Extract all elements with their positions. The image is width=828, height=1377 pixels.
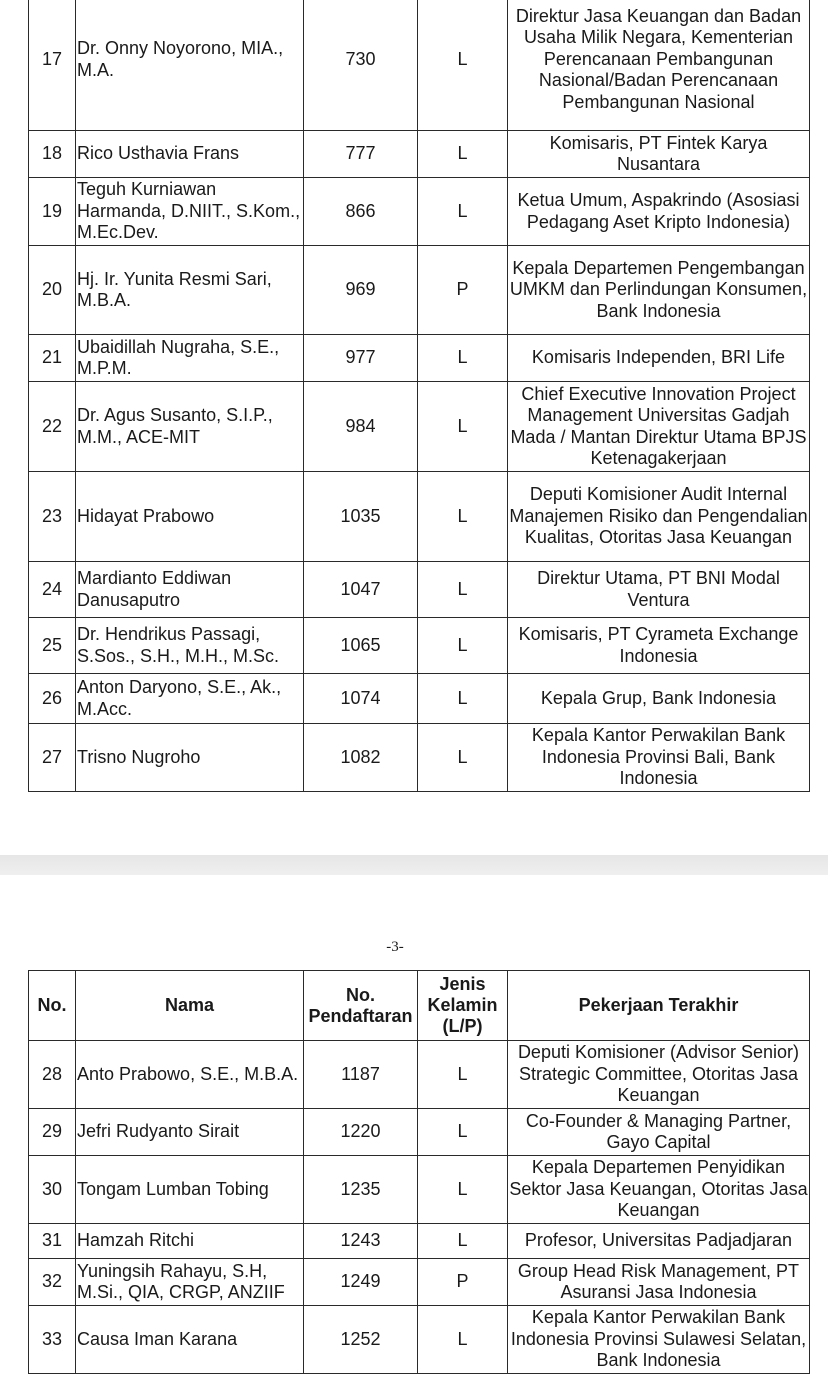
last-occupation: Direktur Utama, PT BNI Modal Ventura [508, 562, 810, 618]
gender: L [418, 618, 508, 674]
candidate-name: Dr. Hendrikus Passagi, S.Sos., S.H., M.H., M.Sc. [76, 618, 304, 674]
candidate-name: Ubaidillah Nugraha, S.E., M.P.M. [76, 335, 304, 382]
row-number: 21 [29, 335, 76, 382]
table-row [29, 1224, 810, 1259]
gender: L [418, 1109, 508, 1156]
registration-number: 777 [304, 131, 418, 178]
registration-number: 1249 [304, 1259, 418, 1306]
last-occupation: Komisaris, PT Fintek Karya Nusantara [508, 131, 810, 178]
last-occupation: Kepala Departemen Penyidikan Sektor Jasa Keuangan, Otoritas Jasa Keuangan [508, 1156, 810, 1224]
header-no: No. [29, 971, 76, 1041]
candidate-name: Yuningsih Rahayu, S.H, M.Si., QIA, CRGP, ANZIIF [76, 1259, 304, 1306]
last-occupation: Co-Founder & Managing Partner, Gayo Capital [508, 1109, 810, 1156]
table-row [29, 246, 810, 335]
last-occupation: Profesor, Universitas Padjadjaran [508, 1224, 810, 1259]
last-occupation: Komisaris, PT Cyrameta Exchange Indonesia [508, 618, 810, 674]
gender: L [418, 724, 508, 792]
last-occupation: Ketua Umum, Aspakrindo (Asosiasi Pedagang Aset Kripto Indonesia) [508, 178, 810, 246]
last-occupation: Kepala Grup, Bank Indonesia [508, 674, 810, 724]
header-registration: No. Pendaftaran [304, 971, 418, 1041]
candidate-name: Trisno Nugroho [76, 724, 304, 792]
row-number: 29 [29, 1109, 76, 1156]
row-number: 23 [29, 472, 76, 562]
last-occupation: Chief Executive Innovation Project Management Universitas Gadjah Mada / Mantan Direktur Utama BPJS Ketenagakerjaan [508, 382, 810, 472]
page-separator [0, 855, 828, 875]
gender: L [418, 382, 508, 472]
table-row [29, 1109, 810, 1156]
candidate-name: Tongam Lumban Tobing [76, 1156, 304, 1224]
registration-number: 866 [304, 178, 418, 246]
row-number: 22 [29, 382, 76, 472]
row-number: 30 [29, 1156, 76, 1224]
header-name: Nama [76, 971, 304, 1041]
last-occupation: Deputi Komisioner Audit Internal Manajemen Risiko dan Pengendalian Kualitas, Otoritas Jasa Keuangan [508, 472, 810, 562]
candidate-name: Jefri Rudyanto Sirait [76, 1109, 304, 1156]
candidate-name: Hj. Ir. Yunita Resmi Sari, M.B.A. [76, 246, 304, 335]
registration-number: 969 [304, 246, 418, 335]
registration-number: 1187 [304, 1041, 418, 1109]
table-header-row [29, 971, 810, 1041]
gender: L [418, 131, 508, 178]
candidate-name: Teguh Kurniawan Harmanda, D.NIIT., S.Kom., M.Ec.Dev. [76, 178, 304, 246]
gender: L [418, 0, 508, 131]
gender: L [418, 335, 508, 382]
table-row [29, 674, 810, 724]
gender: P [418, 1259, 508, 1306]
row-number: 27 [29, 724, 76, 792]
registration-number: 1082 [304, 724, 418, 792]
last-occupation: Kepala Departemen Pengembangan UMKM dan Perlindungan Konsumen, Bank Indonesia [508, 246, 810, 335]
registration-number: 977 [304, 335, 418, 382]
table-row [29, 131, 810, 178]
registration-number: 1035 [304, 472, 418, 562]
gender: L [418, 674, 508, 724]
candidate-name: Mardianto Eddiwan Danusaputro [76, 562, 304, 618]
registration-number: 1252 [304, 1306, 418, 1374]
candidate-table-page-1 [28, 0, 810, 792]
row-number: 26 [29, 674, 76, 724]
registration-number: 1047 [304, 562, 418, 618]
gender: L [418, 472, 508, 562]
registration-number: 730 [304, 0, 418, 131]
candidate-name: Rico Usthavia Frans [76, 131, 304, 178]
table-row [29, 1041, 810, 1109]
gender: L [418, 1306, 508, 1374]
table-row [29, 618, 810, 674]
last-occupation: Deputi Komisioner (Advisor Senior) Strategic Committee, Otoritas Jasa Keuangan [508, 1041, 810, 1109]
candidate-name: Anton Daryono, S.E., Ak., M.Acc. [76, 674, 304, 724]
table-row [29, 178, 810, 246]
candidate-table-page-2 [28, 970, 810, 1374]
gender: L [418, 1156, 508, 1224]
row-number: 24 [29, 562, 76, 618]
gender: L [418, 562, 508, 618]
candidate-name: Dr. Agus Susanto, S.I.P., M.M., ACE-MIT [76, 382, 304, 472]
registration-number: 1220 [304, 1109, 418, 1156]
registration-number: 1243 [304, 1224, 418, 1259]
row-number: 18 [29, 131, 76, 178]
table-row [29, 724, 810, 792]
row-number: 32 [29, 1259, 76, 1306]
candidate-name: Causa Iman Karana [76, 1306, 304, 1374]
row-number: 19 [29, 178, 76, 246]
row-number: 33 [29, 1306, 76, 1374]
last-occupation: Direktur Jasa Keuangan dan Badan Usaha Milik Negara, Kementerian Perencanaan Pembangunan Nasional/Badan Perencanaan Pembangunan Nasional [508, 0, 810, 131]
table-row [29, 562, 810, 618]
gender: L [418, 178, 508, 246]
table-row [29, 1156, 810, 1224]
gender: L [418, 1041, 508, 1109]
row-number: 20 [29, 246, 76, 335]
row-number: 28 [29, 1041, 76, 1109]
table-row [29, 0, 810, 131]
table-row [29, 1259, 810, 1306]
page-number: -3- [386, 939, 404, 955]
last-occupation: Kepala Kantor Perwakilan Bank Indonesia Provinsi Sulawesi Selatan, Bank Indonesia [508, 1306, 810, 1374]
registration-number: 1065 [304, 618, 418, 674]
registration-number: 1074 [304, 674, 418, 724]
registration-number: 984 [304, 382, 418, 472]
candidate-name: Anto Prabowo, S.E., M.B.A. [76, 1041, 304, 1109]
last-occupation: Komisaris Independen, BRI Life [508, 335, 810, 382]
table-row [29, 335, 810, 382]
candidate-name: Dr. Onny Noyorono, MIA., M.A. [76, 0, 304, 131]
candidate-name: Hidayat Prabowo [76, 472, 304, 562]
header-last-occupation: Pekerjaan Terakhir [508, 971, 810, 1041]
table-row [29, 1306, 810, 1374]
gender: L [418, 1224, 508, 1259]
candidate-name: Hamzah Ritchi [76, 1224, 304, 1259]
last-occupation: Group Head Risk Management, PT Asuransi Jasa Indonesia [508, 1259, 810, 1306]
gender: P [418, 246, 508, 335]
table-row [29, 382, 810, 472]
row-number: 25 [29, 618, 76, 674]
registration-number: 1235 [304, 1156, 418, 1224]
row-number: 31 [29, 1224, 76, 1259]
table-row [29, 472, 810, 562]
row-number: 17 [29, 0, 76, 131]
header-gender: Jenis Kelamin (L/P) [418, 971, 508, 1041]
last-occupation: Kepala Kantor Perwakilan Bank Indonesia Provinsi Bali, Bank Indonesia [508, 724, 810, 792]
